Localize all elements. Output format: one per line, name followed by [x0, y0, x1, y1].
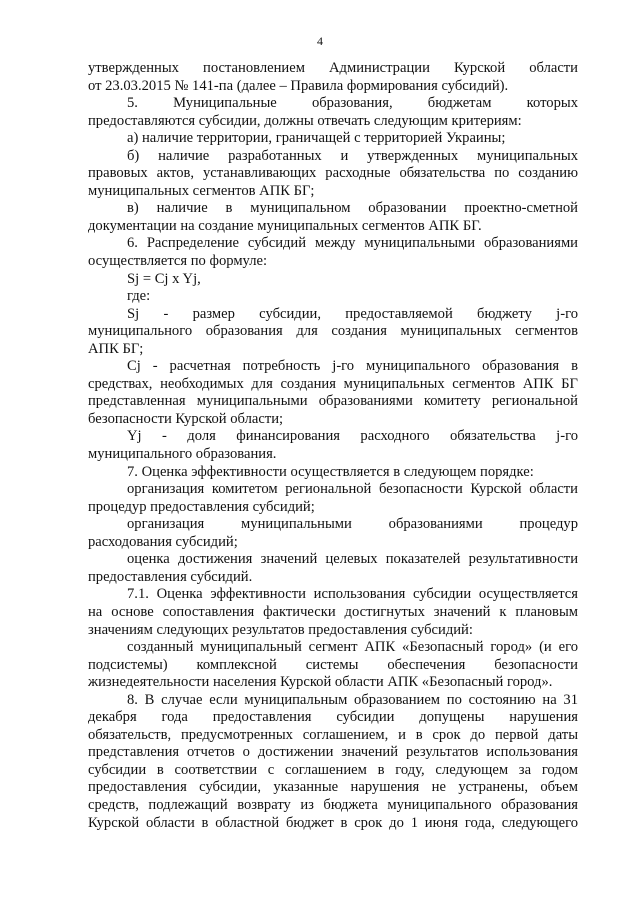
text-line: а) наличие территории, граничащей с территорией Украины;: [127, 130, 506, 147]
text-line: средств, подлежащий возврату из бюджета муниципального образования: [88, 796, 578, 813]
text-line: муниципального образования для создания муниципальных сегментов: [88, 323, 578, 340]
text-line: декабря года предоставления субсидии допущены нарушения: [88, 709, 578, 726]
text-line: расходования субсидий;: [88, 533, 238, 550]
text-line: средствах, необходимых для создания муниципальных сегментов АПК БГ: [88, 375, 578, 392]
text-line: значениям следующих результатов предоставления субсидий:: [88, 621, 473, 638]
text-line: представленная муниципальными образованиями комитету региональной: [88, 393, 578, 410]
text-line: 7. Оценка эффективности осуществляется в следующем порядке:: [127, 463, 534, 480]
text-line: 7.1. Оценка эффективности использования субсидии осуществляется: [127, 586, 578, 603]
text-line: Sj = Cj x Yj,: [127, 270, 201, 287]
text-line: документации на создание муниципальных сегментов АПК БГ.: [88, 217, 482, 234]
text-line: муниципальных сегментов АПК БГ;: [88, 182, 315, 199]
text-line: Курской области в областной бюджет в срок до 1 июня года, следующего: [88, 814, 578, 831]
text-line: организация муниципальными образованиями процедур: [127, 516, 578, 533]
document-body: [88, 60, 578, 832]
text-line: на основе сопоставления фактически достигнутых значений к плановым: [88, 603, 578, 620]
text-line: жизнедеятельности населения Курской области АПК «Безопасный город».: [88, 674, 553, 691]
text-line: предоставляются субсидии, должны отвечать следующим критериям:: [88, 112, 522, 129]
text-line: утвержденных постановлением Администрации Курской области: [88, 60, 578, 76]
text-line: организация комитетом региональной безопасности Курской области: [127, 481, 578, 498]
text-line: предоставления субсидии, указанные нарушения не устранены, объем: [88, 779, 578, 796]
text-line: 6. Распределение субсидий между муниципальными образованиями: [127, 235, 578, 252]
page-number: 4: [317, 34, 323, 48]
text-line: 5. Муниципальные образования, бюджетам которых: [127, 95, 578, 112]
text-line: оценка достижения значений целевых показателей результативности: [127, 551, 578, 568]
text-line: 8. В случае если муниципальным образованием по состоянию на 31: [127, 691, 578, 708]
text-line: от 23.03.2015 № 141-па (далее – Правила формирования субсидий).: [88, 77, 509, 94]
text-line: Yj - доля финансирования расходного обязательства j-го: [127, 428, 578, 445]
text-line: Cj - расчетная потребность j-го муниципального образования в: [127, 358, 578, 375]
text-line: АПК БГ;: [88, 340, 144, 357]
text-line: где:: [127, 288, 151, 305]
text-line: подсистемы) комплексной системы обеспечения безопасности: [88, 656, 578, 673]
text-line: правовых актов, устанавливающих расходные обязательства по созданию: [88, 165, 578, 182]
text-line: осуществляется по формуле:: [88, 253, 268, 270]
text-line: Sj - размер субсидии, предоставляемой бюджету j-го: [127, 305, 578, 322]
text-line: процедур предоставления субсидий;: [88, 498, 315, 515]
text-line: созданный муниципальный сегмент АПК «Безопасный город» (и его: [127, 639, 578, 656]
text-line: предоставления субсидий.: [88, 568, 253, 585]
text-line: безопасности Курской области;: [88, 410, 284, 427]
text-line: б) наличие разработанных и утвержденных муниципальных: [127, 147, 578, 164]
text-line: муниципального образования.: [88, 446, 277, 463]
text-line: обязательств, предусмотренных соглашением, и в срок до первой даты: [88, 726, 578, 743]
text-line: в) наличие в муниципальном образовании проектно-сметной: [127, 200, 578, 217]
text-line: субсидии в соответствии с соглашением в году, следующем за годом: [88, 761, 578, 778]
text-line: представления отчетов о достижении значений результатов использования: [88, 744, 578, 761]
